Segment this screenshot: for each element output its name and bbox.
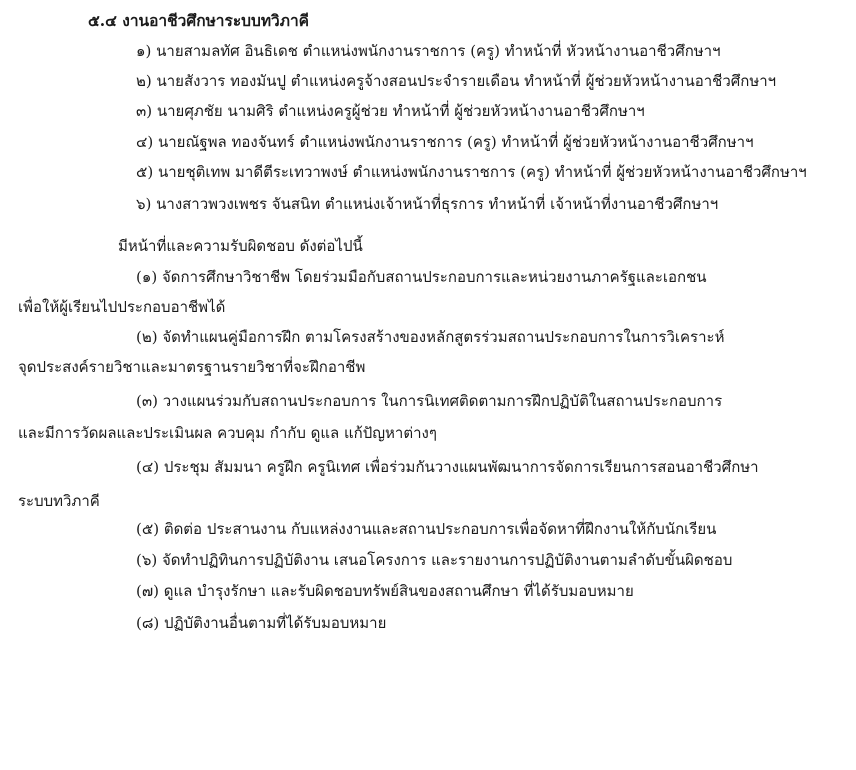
member-line: ๑) นายสามลทัศ อินธิเดช ตำแหน่งพนักงานราชการ (ครู) ทำหน้าที่ หัวหน้างานอาชีวศึกษาฯ bbox=[136, 42, 721, 60]
section-heading: ๕.๔ งานอาชีวศึกษาระบบทวิภาคี bbox=[88, 11, 310, 30]
member-line: ๒) นายสังวาร ทองมันปู ตำแหน่งครูจ้างสอนประจำรายเดือน ทำหน้าที่ ผู้ช่วยหัวหน้างานอาชีวศึกษาฯ bbox=[136, 72, 777, 90]
duty-item: (๑) จัดการศึกษาวิชาชีพ โดยร่วมมือกับสถานประกอบการและหน่วยงานภาครัฐและเอกชน bbox=[136, 268, 707, 286]
duties-intro: มีหน้าที่และความรับผิดชอบ ดังต่อไปนี้ bbox=[118, 237, 363, 255]
duty-item: (๖) จัดทำปฏิทินการปฏิบัติงาน เสนอโครงการ และรายงานการปฏิบัติงานตามลำดับขั้นผิดชอบ bbox=[136, 551, 733, 569]
member-line: ๖) นางสาวพวงเพชร จันสนิท ตำแหน่งเจ้าหน้าที่ธุรการ ทำหน้าที่ เจ้าหน้าที่งานอาชีวศึกษาฯ bbox=[136, 195, 719, 213]
duty-item: (๔) ประชุม สัมมนา ครูฝึก ครูนิเทศ เพื่อร่วมกันวางแผนพัฒนาการจัดการเรียนการสอนอาชีวศึกษา bbox=[136, 458, 759, 476]
duty-item-continuation: เพื่อให้ผู้เรียนไปประกอบอาชีพได้ bbox=[18, 298, 226, 316]
duty-item: (๕) ติดต่อ ประสานงาน กับแหล่งงานและสถานประกอบการเพื่อจัดหาที่ฝึกงานให้กับนักเรียน bbox=[136, 520, 717, 538]
member-line: ๕) นายชุติเทพ มาดีตีระเทวาพงษ์ ตำแหน่งพนักงานราชการ (ครู) ทำหน้าที่ ผู้ช่วยหัวหน้างานอาชีวศึกษาฯ bbox=[136, 163, 807, 181]
duty-item: (๘) ปฏิบัติงานอื่นตามที่ได้รับมอบหมาย bbox=[136, 614, 387, 632]
duty-item-continuation: จุดประสงค์รายวิชาและมาตรฐานรายวิชาที่จะฝึกอาชีพ bbox=[18, 358, 366, 376]
member-line: ๓) นายศุภชัย นามศิริ ตำแหน่งครูผู้ช่วย ทำหน้าที่ ผู้ช่วยหัวหน้างานอาชีวศึกษาฯ bbox=[136, 102, 645, 120]
duty-item: (๓) วางแผนร่วมกับสถานประกอบการ ในการนิเทศติดตามการฝึกปฏิบัติในสถานประกอบการ bbox=[136, 392, 723, 410]
duty-item: (๗) ดูแล บำรุงรักษา และรับผิดชอบทรัพย์สินของสถานศึกษา ที่ได้รับมอบหมาย bbox=[136, 582, 634, 600]
duty-item-continuation: ระบบทวิภาคี bbox=[18, 492, 100, 510]
duty-item: (๒) จัดทำแผนคู่มือการฝึก ตามโครงสร้างของหลักสูตรร่วมสถานประกอบการในการวิเคราะห์ bbox=[136, 328, 725, 346]
member-line: ๔) นายณัฐพล ทองจันทร์ ตำแหน่งพนักงานราชการ (ครู) ทำหน้าที่ ผู้ช่วยหัวหน้างานอาชีวศึกษาฯ bbox=[136, 133, 754, 151]
duty-item-continuation: และมีการวัดผลและประเมินผล ควบคุม กำกับ ดูแล แก้ปัญหาต่างๆ bbox=[18, 424, 437, 442]
